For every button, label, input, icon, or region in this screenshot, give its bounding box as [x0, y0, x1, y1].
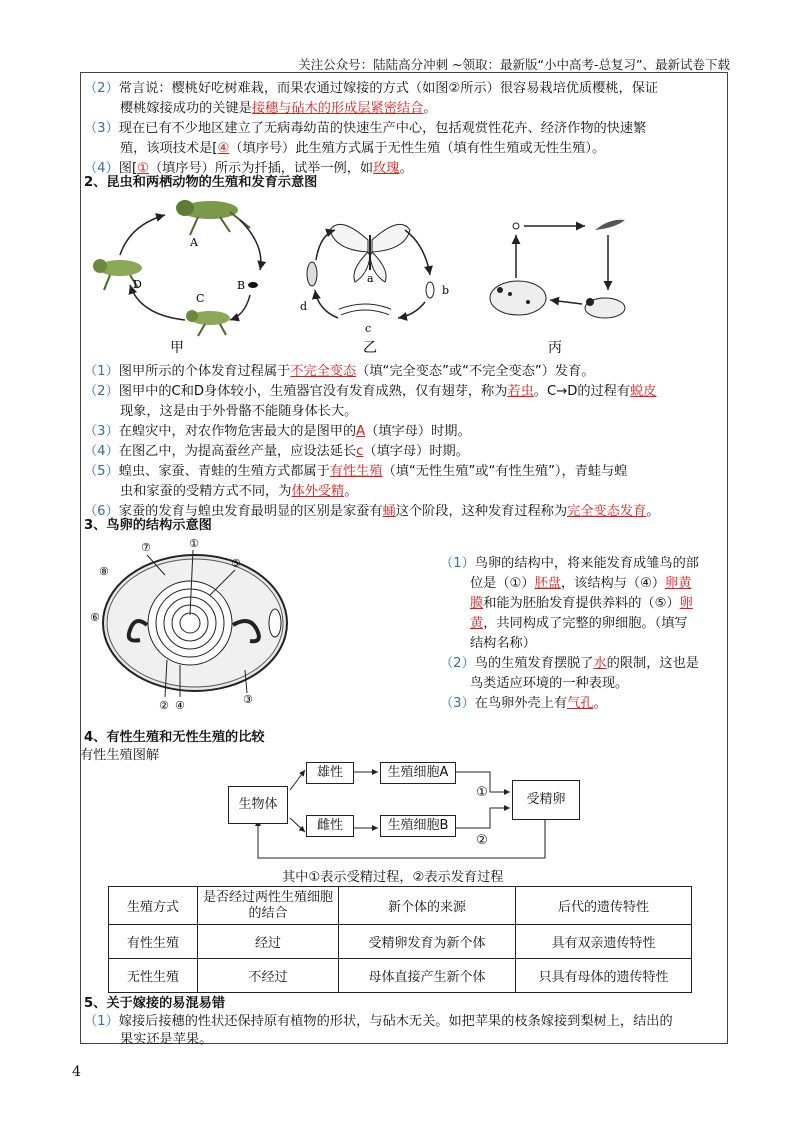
- table-cell: 无性生殖: [109, 959, 198, 993]
- label-n2: ②: [159, 699, 169, 712]
- table-cell: 母体直接产生新个体: [339, 959, 516, 993]
- sec2-q2-line2: 现象，这是由于外骨骼不能随身体长大。: [120, 404, 358, 419]
- sec3-q1-line1: （1）鸟卵的结构中，将来能发育成雏鸟的部: [440, 556, 699, 571]
- q1-p2-line1: （2）常言说：樱桃好吃树难栽，而果农通过嫁接的方式（如图②所示）很容易栽培优质樱桃，保证: [84, 81, 659, 96]
- label-d: d: [300, 300, 308, 313]
- frog-egg-icon: [513, 223, 519, 229]
- young-frog-icon: [585, 298, 625, 318]
- table-cell: 有性生殖: [109, 925, 198, 959]
- germ-cell-a-box: 生殖细胞A: [380, 762, 456, 784]
- table-header-row: [109, 887, 692, 925]
- zygote-box: 受精卵: [512, 780, 580, 820]
- diagram-caption: 其中①表示受精过程，②表示发育过程: [282, 870, 504, 885]
- table-cell: 不经过: [198, 959, 339, 993]
- label-n4: ④: [175, 699, 185, 712]
- section3-title: 3、鸟卵的结构示意图: [84, 518, 212, 533]
- label-b: b: [442, 284, 450, 297]
- label-c: c: [365, 322, 372, 335]
- germ-cell-b-box: 生殖细胞B: [380, 815, 456, 837]
- label-D: D: [133, 278, 142, 291]
- label-n5: ⑤: [231, 557, 241, 570]
- table-row: [109, 925, 692, 959]
- sec3-q1-line5: 结构名称）: [470, 636, 536, 651]
- sec2-q1: （1）图甲所示的个体发育过程属于不完全变态（填“完全变态”或“不完全变态”）发育。: [84, 364, 595, 379]
- label-A: A: [190, 236, 198, 249]
- grasshopper-adult-icon: [176, 200, 250, 235]
- sec5-p1-line2: 果实还是苹果。: [120, 1032, 213, 1047]
- table-cell: 只具有母体的遗传特性: [516, 959, 692, 993]
- q1-p4-line: （4）图[①（填序号）所示为扦插，试举一例，如玫瑰。: [84, 161, 413, 176]
- sec3-q1-line4: 黄，共同构成了完整的卵细胞。（填写: [470, 616, 688, 631]
- grasshopper-young-icon: [186, 310, 230, 336]
- sec3-q3: （3）在鸟卵外壳上有气孔。: [440, 696, 607, 711]
- sec2-q2-line1: （2）图甲中的C和D身体较小，生殖器官没有发育成熟，仅有翅芽，称为若虫。C→D的过程有蜕皮: [84, 384, 657, 399]
- table-header-cell: 生殖方式: [109, 887, 198, 925]
- male-box: 雄性: [306, 762, 354, 784]
- yolk: [148, 581, 232, 665]
- page-number: 4: [72, 1064, 81, 1080]
- table-cell: 受精卵发育为新个体: [339, 925, 516, 959]
- page-header: 关注公众号：陆陆高分冲刺 ~领取：最新版“小中高考-总复习”、最新试卷下载: [298, 57, 730, 72]
- label-B: B: [237, 279, 246, 292]
- section4-title: 4、有性生殖和无性生殖的比较: [84, 730, 265, 745]
- table-cell: 具有双亲遗传特性: [516, 925, 692, 959]
- sec3-q1-line3: 膜和能为胚胎发育提供养料的（⑤）卵: [470, 596, 693, 611]
- silkworm-egg-icon: [426, 282, 434, 298]
- label-a: a: [367, 272, 374, 285]
- section5-title: 5、关于嫁接的易混易错: [84, 996, 226, 1011]
- sec2-q4: （4）在图乙中，为提高蚕丝产量，应设法延长c（填字母）时期。: [84, 444, 469, 459]
- insect-frog-diagram: [80, 190, 730, 355]
- table-header-cell: 新个体的来源: [339, 887, 516, 925]
- label-n8: ⑧: [99, 565, 109, 578]
- q1-p3-line1: （3）现在已有不少地区建立了无病毒幼苗的快速生产中心，包括观赏性花卉、经济作物的快速繁: [84, 121, 647, 136]
- silkworm-pupa-icon: [307, 262, 317, 286]
- label-n3: ③: [243, 693, 253, 706]
- sec2-q5-line2: 虫和家蚕的受精方式不同，为体外受精。: [120, 484, 358, 499]
- label-yi: 乙: [363, 340, 377, 356]
- tadpole-icon: [595, 220, 625, 230]
- q1-p2-line2: 樱桃嫁接成功的关键是接穗与砧木的形成层紧密结合。: [120, 101, 437, 116]
- label-bing: 丙: [548, 340, 562, 356]
- organism-box: 生物体: [228, 786, 288, 824]
- label-jia: 甲: [170, 340, 184, 356]
- silkworm-larva-icon: [340, 307, 390, 312]
- sec3-q2-line1: （2）鸟的生殖发育摆脱了水的限制，这也是: [440, 656, 699, 671]
- grasshopper-egg-icon: [248, 282, 258, 288]
- sec3-q2-line2: 鸟类适应环境的一种表现。: [470, 676, 629, 691]
- table-header-cell: 后代的遗传特性: [516, 887, 692, 925]
- sec2-q3: （3）在蝗灾中，对农作物危害最大的是图甲的A（填字母）时期。: [84, 424, 471, 439]
- bird-egg-diagram: [85, 535, 285, 715]
- label-C: C: [196, 292, 205, 305]
- sec2-q5-line1: （5）蝗虫、家蚕、青蛙的生殖方式都属于有性生殖（填“无性生殖”或“有性生殖”），青蛙与蝗: [84, 464, 628, 479]
- development-marker: ②: [476, 833, 488, 848]
- table-cell: 经过: [198, 925, 339, 959]
- section2-title: 2、昆虫和两栖动物的生殖和发育示意图: [84, 175, 318, 190]
- sec3-q1-line2: 位是（①）胚盘，该结构与（④）卵黄: [470, 576, 692, 591]
- table-header-cell: 是否经过两性生殖细胞的结合: [198, 887, 339, 925]
- female-box: 雌性: [306, 815, 354, 837]
- sec5-p1-line1: （1）嫁接后接穗的性状还保持原有植物的形状，与砧木无关。如把苹果的枝条嫁接到梨树上，结出的: [84, 1014, 673, 1029]
- air-cell: [269, 609, 281, 637]
- fertilization-marker: ①: [476, 785, 488, 800]
- q1-p3-line2: 殖，该项技术是[④（填序号）此生殖方式属于无性生殖（填有性生殖或无性生殖）。: [120, 141, 606, 156]
- reproduction-comparison-table: [108, 886, 692, 993]
- label-n1: ①: [189, 537, 199, 550]
- section4-subtitle: 有性生殖图解: [80, 748, 160, 763]
- adult-frog-icon: [490, 281, 546, 315]
- label-n7: ⑦: [141, 541, 151, 554]
- table-row: [109, 959, 692, 993]
- sec2-q6: （6）家蚕的发育与蝗虫发育最明显的区别是家蚕有蛹这个阶段，这种发育过程称为完全变态发育。: [84, 504, 660, 519]
- label-n6: ⑥: [90, 611, 100, 624]
